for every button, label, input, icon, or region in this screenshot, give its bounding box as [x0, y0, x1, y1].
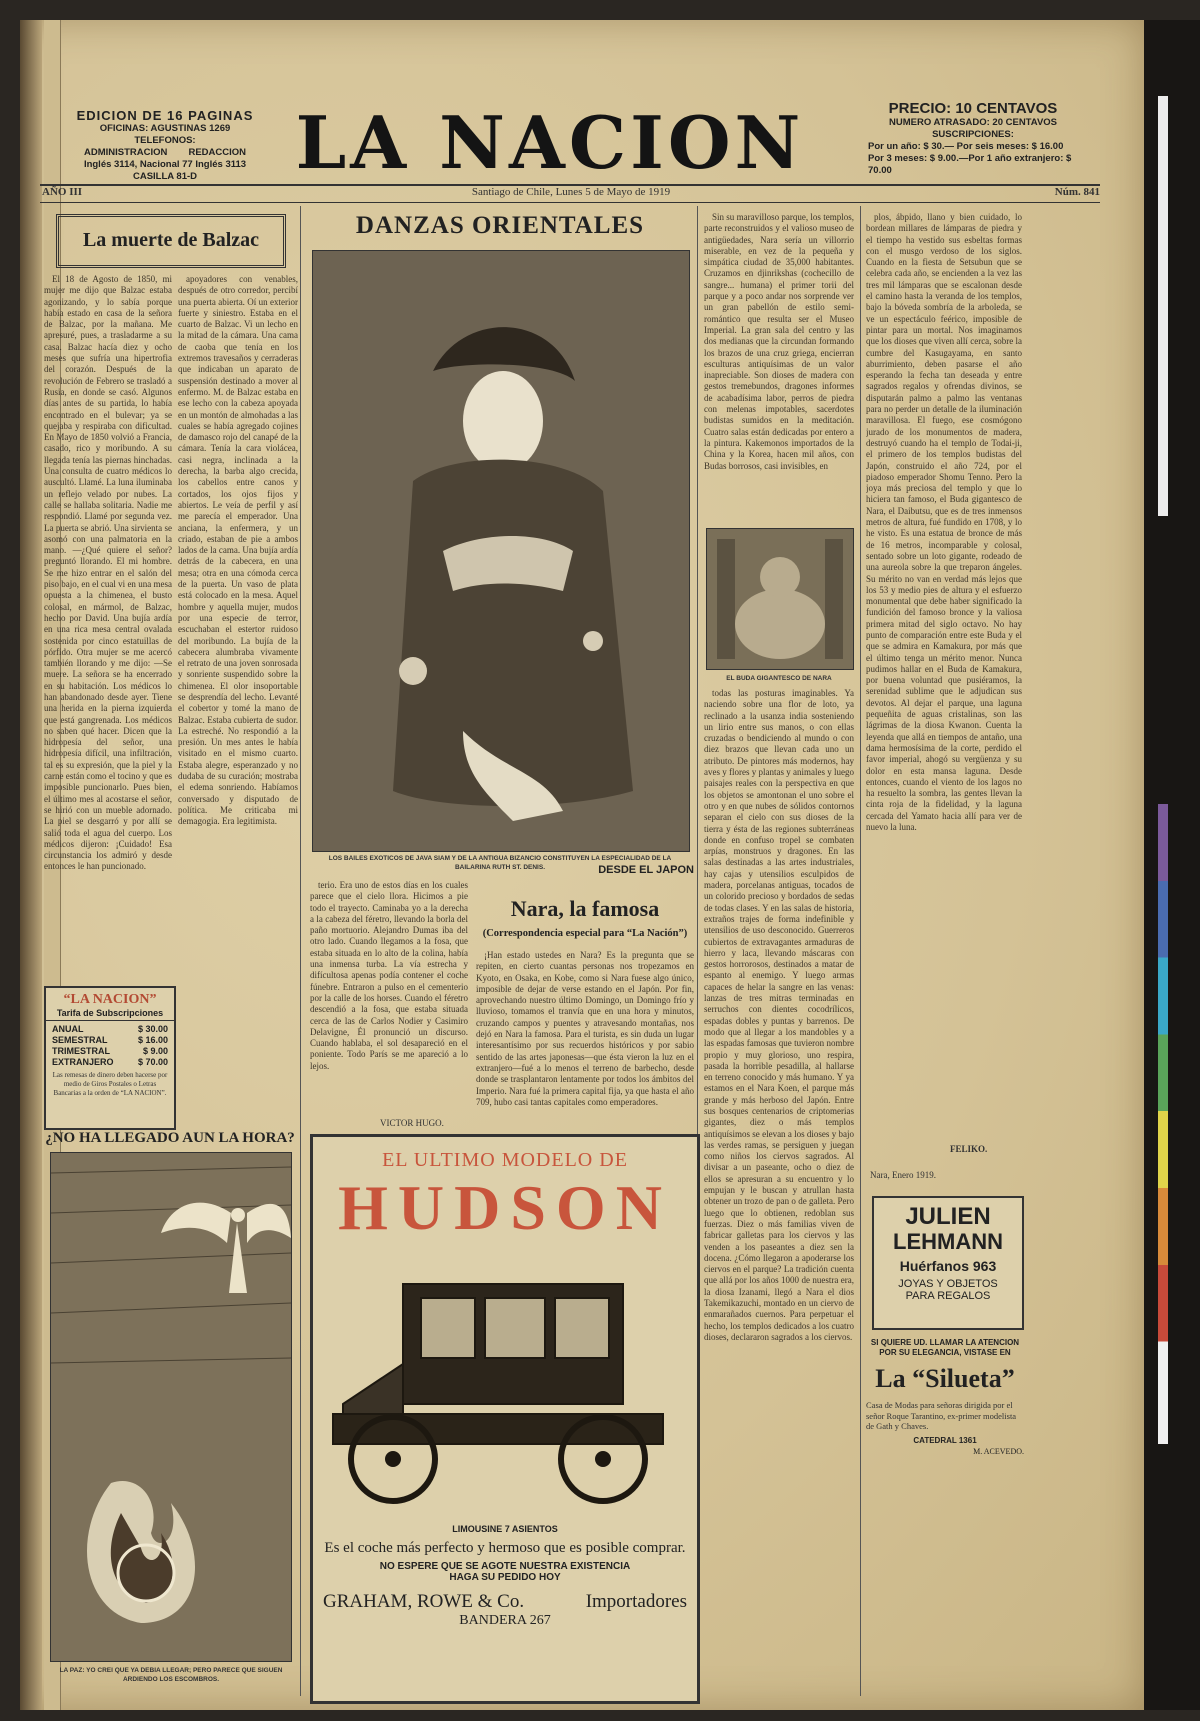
casilla-line: CASILLA 81-D — [132, 171, 198, 182]
silueta-owner: M. ACEVEDO. — [973, 1446, 1024, 1456]
price-label: PRECIO: 10 CENTAVOS — [888, 100, 1058, 117]
silueta-top: SI QUIERE UD. LLAMAR LA ATENCION POR SU ELEGANCIA, VISTASE EN — [870, 1338, 1020, 1357]
car-illustration — [313, 1244, 691, 1524]
subscriptions-subtitle: Tarifa de Subscripciones — [46, 1008, 174, 1021]
subscription-row — [52, 1024, 168, 1035]
phones-label: TELEFONOS: — [134, 135, 196, 146]
subscription-price: $ 30.00 — [137, 1024, 168, 1034]
silueta-brand: La “Silueta” — [875, 1364, 1015, 1393]
silueta-address: CATEDRAL 1361 — [913, 1435, 977, 1445]
julien-line1: JOYAS Y OBJETOS — [898, 1278, 998, 1290]
issue-number: Núm. 841 — [1054, 186, 1100, 198]
col4-paragraph: plos, ábpido, llano y bien cuidado, lo bordean millares de lámparas de piedra y el tiempo ha vestido sus esbeltas formas con el musgo verdoso de los siglos. Cuando en la fiesta de Setsubun que se celebra cada año, se encienden a la vez las tres mil lámparas que se escalonan desde el camino hasta la veranda de los templos, bajo la bóveda sombría de la arboleda, se ve un espectáculo feérico, imposible de pintar para un mortal. Nos imaginamos que los dioses que viven allí cerca, sobre la cumbre del Kasugayama, en santo aburrimiento, deben pasarse el año esperando la fecha tan deseada y entre sagrados regalos y ofrendas divinos, se disputarán palmo a palmo las ventanas para no perder un detalle de la iluminación maravillosa. El fuego, ese cosmógono jurado de los monumentos de madera, destruyó cuando ha el templo de Todai-ji, el primero de los templos budistas del Japón, construido el año 724, por el piadoso emperador Shomu Tenno. Pero la joya más preciosa del templo y que lo hiciera tan famoso, el Buda gigantesco de Nara, el Daibutsu, que es de tres inmensos metros de altura, fué fundido en 1708, y lo he visto. Es una estatua de bronce de más de 16 metros, incomparable y colosal, sentado sobre un loto gigante, rodeado de una aureola sobre la que treparon ángeles. Su mérito no van en verdad más lejos que los 53 y medio pies de altura y el esfuerzo monumental que debe haber significado la fundición del famoso bronce y la valiosa primera mitad del siglo octavo. No hay punto de comparación entre este Buda y el que se admira en Kamakura, por más que el último tenga un mérito menor. Nunca pudimos hallar en el Buda de Kamakura, por buena voluntad que pusiéramos, la serenidad sublime que le adjudican sus devotos. Al dejar el parque, una laguna pequeñita de aguas cristalinas, son las lágrimas de la diosa Kwanon. Cuenta la leyenda que allá en tiempos de antaño, una dama hermosísima de la corte, perdido el favor imperial, ahogó su vergüenza y su dolor en esta mansa laguna. Desde entonces, cuando el viento de los lagos no ha resuelto la sombra, las gentes llevan la cinta roja de la fidelidad, y la laguna cercada del Yamato hacia allí para ver de nuevo la luna. — [866, 212, 1022, 833]
nara-headline: Nara, la famosa — [510, 896, 660, 921]
column-rule — [300, 206, 301, 1696]
balzac-paragraph-2: apoyadores con venables, después de otro corredor, percibí una puerta abierta. Oí un exterior fuerte y siniestro. Estaba en el cuarto de Balzac. Vi un lecho en la mitad de la cámara. Una cama de caoba que tenía en los extremos travesaños y cerraderas que indicaban un aparato de suspensión destinado a mover al enfermo. M. de Balzac estaba en ese lecho con la cabeza apoyada en un montón de almohadas a las cuales se había agregado cojines de damasco rojo del canapé de la cámara. Tenía la cara violácea, casi negra, inclinada a la derecha, la barba algo crecida, los cabellos entre canos y cortados, los ojos fijos y abiertos. Le veía de perfil y así me parecía el emperador. Una anciana, la enfermera, y un criado, estaban de pie a ambos lados de la cama. Una bujía ardía detrás de la cabecera, en una mesa; otra en una cómoda cerca de la puerta. Un vaso de plata está colocado en la mesa. Aquel hombre y aquella mujer, mudos por una especie de terror, escuchaban el estertor ruidoso del moribundo. La bujía de la cabecera alumbraba vivamente el retrato de una joven sonrosada y sonriente suspendido sobre la chimenea. El olor insoportable se desprendía del lecho. Levanté el cobertor y tomé la mano de Balzac. Estaba cubierta de sudor. La estreché. No respondió a la presión. Un mes antes le había visitado en el mismo cuarto. Estaba alegre, esperanzado y no dudaba de su curación; mostraba el edema sonriendo. Habíamos conversado y disputado de política. Me criticaba mi demagogia. Era legitimista. — [178, 274, 298, 827]
hudson-urge: NO ESPERE QUE SE AGOTE NUESTRA EXISTENCIA — [379, 1561, 631, 1572]
buddha-caption: EL BUDA GIGANTESCO DE NARA — [726, 675, 832, 682]
buddha-photo — [706, 528, 854, 670]
buddha-figure — [707, 529, 853, 669]
nara-continued-bottom — [704, 688, 854, 1692]
dateline-rule — [40, 202, 1100, 203]
masthead-left-info — [60, 108, 270, 183]
subscriptions-title: “LA NACION” — [63, 992, 157, 1007]
angel-and-fire-drawing — [51, 1153, 291, 1661]
newspaper-page — [20, 20, 1144, 1710]
danzas-caption: LOS BAILES EXOTICOS DE JAVA SIAM Y DE LA ANTIGUA BIZANCIO CONSTITUYEN LA ESPECIALIDAD DE LA BAILARINA RUTH ST. DENIS. — [328, 855, 672, 871]
nara-subtitle: (Correspondencia especial para “La Nación”) — [482, 928, 688, 939]
subscription-rates-2: Por 3 meses: $ 9.00.—Por 1 año extranjero: $ 70.00 — [868, 153, 1072, 176]
hudson-urge2: HAGA SU PEDIDO HOY — [449, 1572, 561, 1583]
hudson-line1: EL ULTIMO MODELO DE — [382, 1149, 628, 1171]
balzac-headline: La muerte de Balzac — [56, 214, 286, 268]
hudson-brand: HUDSON — [338, 1172, 672, 1243]
newspaper-title: LA NACION — [295, 100, 805, 185]
subscriptions-box — [44, 986, 176, 1130]
subscription-period: EXTRANJERO — [52, 1057, 114, 1067]
julien-lehmann-ad — [872, 1196, 1024, 1330]
balzac-text-col2 — [178, 274, 298, 1126]
offices-line: OFICINAS: AGUSTINAS 1269 — [99, 123, 231, 134]
subscriptions-label: SUSCRIPCIONES: — [932, 129, 1014, 140]
victor-hugo-signature: VICTOR HUGO. — [380, 1118, 444, 1128]
scan-border — [1144, 20, 1200, 1710]
subscription-period: ANUAL — [52, 1024, 84, 1034]
nara-text — [476, 950, 694, 1126]
illustration-caption: LA PAZ: YO CREI QUE YA DEBIA LLEGAR; PERO PARECE QUE SIGUEN ARDIENDO LOS ESCOMBROS. — [59, 1667, 283, 1683]
julien-line2: PARA REGALOS — [905, 1290, 991, 1302]
subscription-period: SEMESTRAL — [52, 1035, 108, 1045]
masthead-right-info — [868, 100, 1078, 177]
subscription-row — [52, 1046, 168, 1057]
hudson-dealer-row — [313, 1583, 697, 1613]
nara-continued-top — [704, 212, 854, 522]
date-label: Santiago de Chile, Lunes 5 de Mayo de 1919 — [471, 186, 671, 198]
phones-departments: ADMINISTRACION REDACCION — [83, 147, 247, 158]
subscription-price: $ 16.00 — [137, 1035, 168, 1045]
dancer-photo — [312, 250, 690, 852]
edition-label: EDICION DE 16 PAGINAS — [76, 108, 254, 123]
silueta-body: Casa de Modas para señoras dirigida por el señor Roque Tarantino, ex-primer modelista de Gath y Chaves. — [866, 1400, 1017, 1431]
silueta-ad — [866, 1338, 1024, 1696]
col3-paragraph-2: todas las posturas imaginables. Ya naciendo sobre una flor de loto, ya reclinado a la usanza india sosteniendo un lirio entre sus manos, o con ellas cruzadas o bendiciendo al mundo o con diez brazos que llevan cada uno un atributo. De pintores más modernos, hay aves y flores y plantas y animales y luego paisajes reales con la perspectiva en que los objetos se amontonan el uno sobre el otro y en que nubes de sólidos contornos separan el cielo con sus dioses de la tierra y ésta de las regiones subterráneas donde en confuso tropel se combaten arpías, monstruos y dragones. En las salas destinadas a las artes industriales, hay cajas y utensilios esculpidos de madera, porcelanas antiguas, tocados de un colorido precioso y bordados de sedas de todas clases. Y en las salas de historia, extraños trajes de forma indefinible y utensilios de uso desconocido. Guerreros cubiertos de extravagantes armaduras de hierro y laca, llevando máscaras con gestos horrorosos, destinados a matar de espanto al enemigo. Y luego armas capaces de helar la sangre en las venas: lanzas de tres mitras terminadas en serruchos con dientes cocodrílicos, espadas dobles y puntas y barrenos. De modo que al llegar a los mandobles y a las espadas famosas que tuvieron nombre propio y muy glorioso, uno respira, pasada la horrible pesadilla, al hallarse en terreno conocido y más humano. Y ya estamos en el Nara Koen, el parque más grande y más herboso del Japón. Entre sus bosques centenarios de criptomerias gigantes, diez o más templos antiquísimos se elevan a los dioses y bajo las verdes ramas, se persiguen y juegan como niños los ciervos sagrados. Al divisar a un paseante, ocho o diez de ellos se apresuran a su encuentro y lo empujan y le buscan y atrullan hasta obtener un trozo de pan o de galleta. Pero luego que lo obtienen, redoblan sus fuerzas. Diez o más familias viven de fabricar galletas para los ciervos y las venden a los paseantes a diez sen la docena. ¿Cómo llegaron a apoderarse los ciervos en el parque? La tradición cuenta que allá por los años 1000 de nuestra era, la diosa Izanami, llegó a Nara el dios Takemikazuchi, montado en un ciervo de enmarañados cuernos. Para perpetuar el hecho, los templos dedicados a los cuatro dioses, declararon sagrados a los ciervos. — [704, 688, 854, 1342]
dancer-figure — [313, 251, 689, 851]
balzac-paragraph: El 18 de Agosto de 1850, mi mujer me dijo que Balzac estaba agonizando, y lo sabía porque había estado en casa de la señora de Balzac, por la mañana. Me apresuré, pues, a trasladarme a su casa. Balzac hacía diez y ocho meses que sufría una hipertrofia del corazón. Después de la revolución de Febrero se trasladó a Rusia, en donde se casó. Algunos días antes de su partida, lo había encontrado en el bulevar; ya se quejaba y respiraba con dificultad. En Mayo de 1850 volvió a Francia, casado, rico y moribundo. A su llegada tenía las piernas hinchadas. Una consulta de cuatro médicos lo auscultó. Llamé. La luna iluminaba un reflejo velado por nubes. La calle se hallaba solitaria. Nadie me respondió. Llamé por segunda vez. La puerta se abrió. Una sirvienta se asomó con una palmatoria en la mano. —¿Qué quiere el señor? preguntó llorando. El mi hombre. Se me hizo entrar en el salón del piso bajo, en el cual vi en una mesa opuesta a la chimenea, el busto colosal, en mármol, de Balzac, hecho por David. Una bujía ardía en una rica mesa central ovalada sostenida por cinco estatuillas de pórfido. Otra mujer se me acercó también llorando y me dijo: —Se muere. La señora se ha encerrado en su habitación. Los médicos lo han abandonado desde ayer. Tiene una herida en la pierna izquierda que está gangrenada. Los médicos no saben qué hacer. Dicen que la hidropesía del señor, una hidropesía difícil, una infiltración, tal es su expresión, que la piel y la carne están como el tocino y que es imposible puncionarlo. Pues bien, el último mes al acostarse el señor, se hirió con un mueble adornado. La piel se desgarró y por allí se salió toda el agua del cuerpo. Los médicos dijeron: ¡Cuidado! Esa circunstancia los admiró y desde entonces le han puncionado. — [44, 274, 172, 872]
julien-name2: LEHMANN — [893, 1229, 1003, 1254]
subscriptions-table — [46, 1021, 174, 1071]
subscription-price: $ 9.00 — [142, 1046, 168, 1056]
illustration-title: ¿NO HA LLEGADO AUN LA HORA? — [45, 1130, 295, 1146]
hudson-dealer: GRAHAM, ROWE & Co. — [323, 1591, 525, 1612]
funeral-paragraph: terio. Era uno de estos días en los cuales parece que el cielo llora. Hicimos a pie todo el trayecto. Caminaba yo a la derecha a la cabeza del féretro, llevando la borla del paño mortuorio. Alejandro Dumas iba del otro lado. Cuando llegamos a la fosa, que estaba situada en lo alto de la colina, había una inmensa turba. La vía estrecha y difícultosa apenas podía contener el coche fúnebre. Entraron a pulso en el cementerio por la calle de los horses. Cuando el féretro descendió a la fosa, que estaba situada cerca de las de Carlos Nodier y Casimiro Delavigne, Él pronunció un discurso. Cuando hablaba, el sol desapareció en el poniente. Todo París se me apareció a lo lejos. — [310, 880, 468, 1071]
nara-paragraph: ¡Han estado ustedes en Nara? Es la pregunta que se repiten, en cierto cuantas personas nos tropezamos en Kyoto, en Osaka, en Kobe, como si Nara fuese algo único, imposible de dejar de verse estando en el Japón. Por fin, aprovechando nuestro último Domingo, un Domingo frío y lluvioso, tomamos el tranvía que en una hora y minutos, cruzando campos y puentes y atravesando montañas, nos dejó en Nara la famosa. Para el turista, es sin duda un lugar interesantísimo por sus recuerdos históricos y por sabio sentido de las artes japonesas—que ésta vieron la luz en el extranjero—fué a lo menos el terreno de barbecho, desde donde se trasplantaron lentamente por todos los ámbitos del Imperio. Nara fué la primera capital fija, ya que hasta el año 709, hubo casi tantas capitales como emperadores. — [476, 950, 694, 1107]
hudson-importers: Importadores — [585, 1591, 687, 1612]
julien-name1: JULIEN — [905, 1203, 991, 1230]
subscription-rates-1: Por un año: $ 30.— Por seis meses: $ 16.00 — [868, 141, 1064, 152]
column-rule — [860, 206, 861, 1696]
nara-kicker: DESDE EL JAPON — [598, 864, 694, 876]
hudson-ad — [310, 1134, 700, 1704]
balzac-text-col1 — [44, 274, 172, 982]
subscription-price: $ 70.00 — [137, 1057, 168, 1067]
allegory-illustration — [50, 1152, 292, 1662]
hudson-address: BANDERA 267 — [459, 1613, 551, 1628]
hudson-model: LIMOUSINE 7 ASIENTOS — [452, 1524, 558, 1534]
phones-numbers: Inglés 3114, Nacional 77 Inglés 3113 — [83, 159, 247, 170]
feliko-signature: FELIKO. — [950, 1144, 988, 1154]
nara-column-4 — [866, 212, 1022, 1138]
subscription-row — [52, 1057, 168, 1068]
funeral-text — [310, 880, 468, 1120]
back-issue-price: NUMERO ATRASADO: 20 CENTAVOS — [888, 117, 1058, 128]
calibration-strip-white — [1158, 96, 1168, 516]
col3-paragraph: Sin su maravilloso parque, los templos, parte reconstruidos y el valioso museo de antigüedades, Nara sería un villorrio miserable, en vez de la pequeña y simpática ciudad de 35,000 habitantes. Cruzamos en djinrikshas (cochecillo de sangre... humana) el primer torii del parque y a poco andar nos sorprende ver un gran pabellón de estilo semi-romántico que resulta ser el Museo Imperial. La gran sala del centro y las dos medianas que la circundan formando los brazos de una cruz griega, encierran esculturas antiquísimas de un valor inapreciable. Son dioses de madera con gestos tremebundos, dragones informes de acabadísima labor, perros de piedra con melenas impotables, sacerdotes budistas sumidos en la meditación. Cuatro salas están dedicadas por entero a la pintura. Kakemonos importados de la China y la Korea, hacen mil años, con Budas borrosos, casi invisibles, en — [704, 212, 854, 471]
nara-place-date: Nara, Enero 1919. — [870, 1170, 936, 1180]
danzas-headline: DANZAS ORIENTALES — [355, 212, 645, 239]
subscription-period: TRIMESTRAL — [52, 1046, 110, 1056]
julien-address: Huérfanos 963 — [899, 1258, 997, 1274]
book-spine — [20, 20, 42, 1710]
hudson-slogan: Es el coche más perfecto y hermoso que es posible comprar. — [324, 1540, 686, 1556]
subscriptions-note: Las remesas de dinero deben hacerse por medio de Giros Postales o Letras Bancarias a la orden de “LA NACION”. — [52, 1071, 168, 1097]
subscription-row — [52, 1035, 168, 1046]
calibration-strip-color — [1158, 804, 1168, 1444]
year-label: AÑO III — [42, 186, 83, 198]
